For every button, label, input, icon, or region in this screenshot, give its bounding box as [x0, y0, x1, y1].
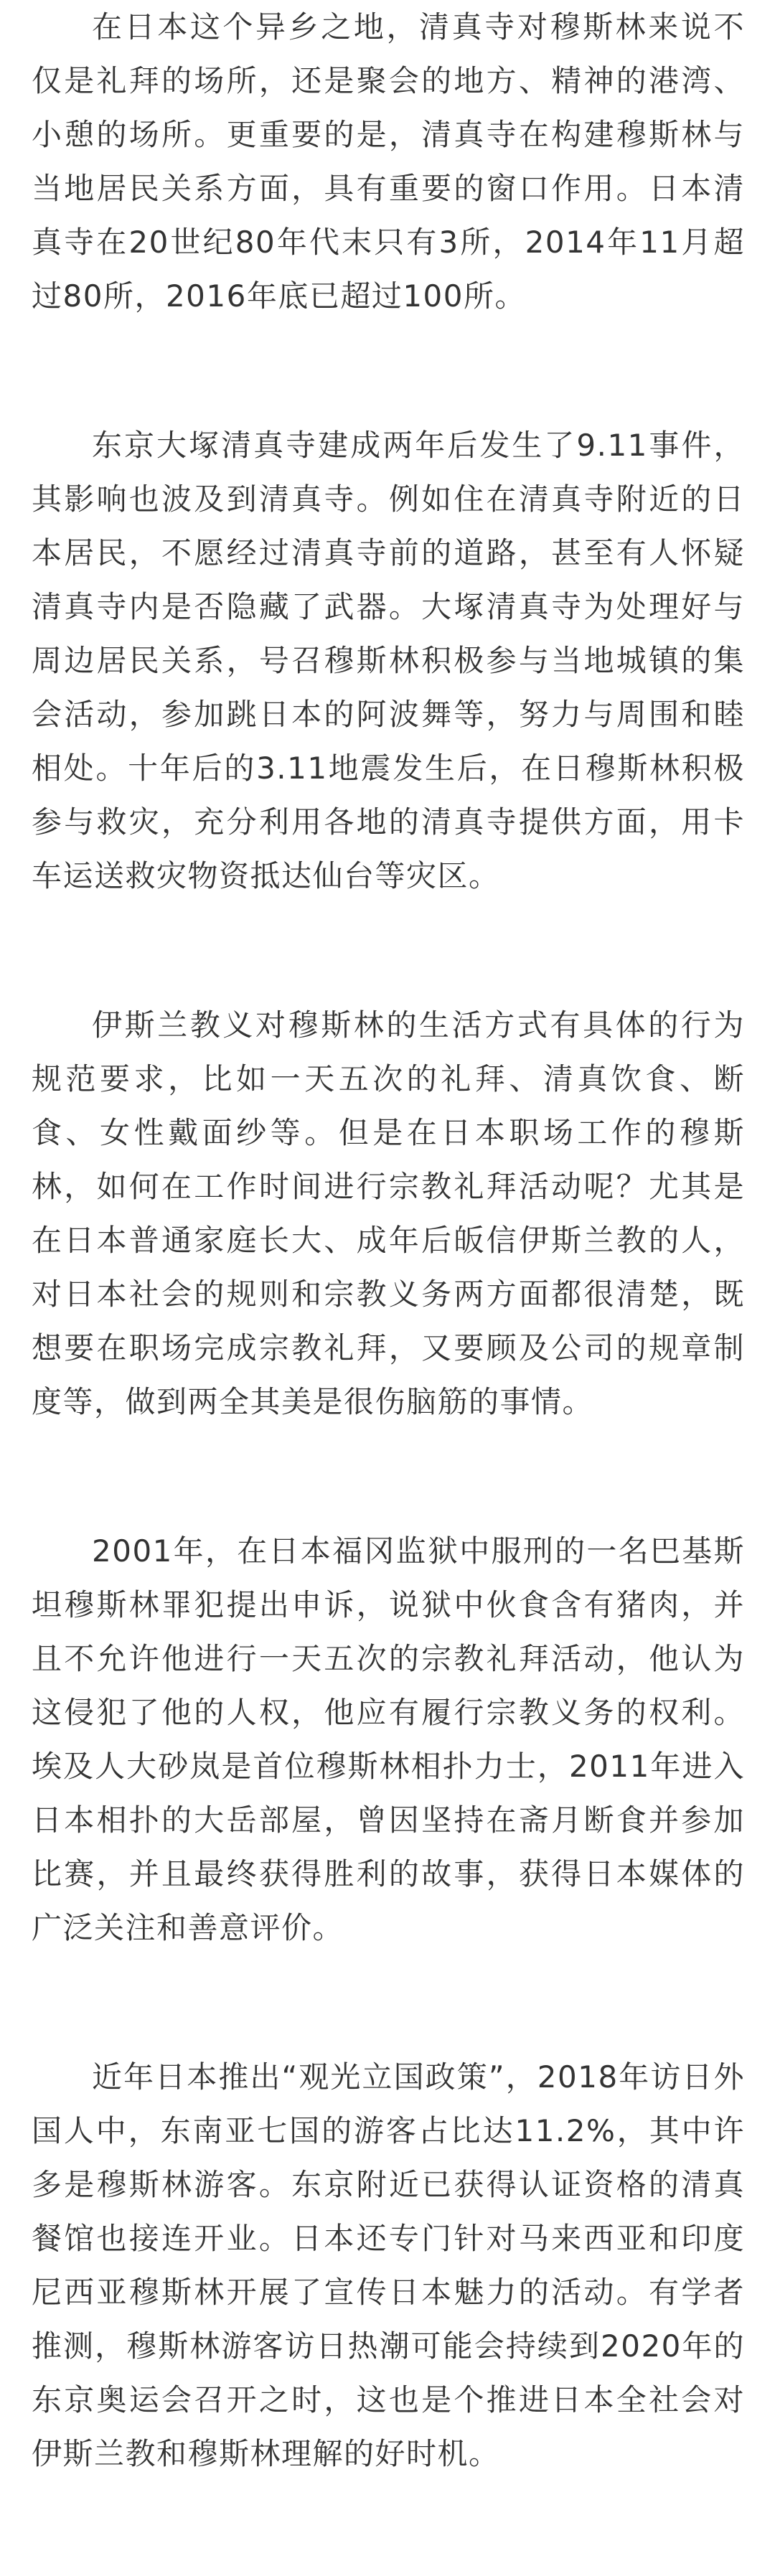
article-body	[32, 0, 745, 2576]
paragraph-tourism-policy: 近年日本推出“观光立国政策”，2018年访日外国人中，东南亚七国的游客占比达11.2%，其中许多是穆斯林游客。东京附近已获得认证资格的清真餐馆也接连开业。日本还专门针对马来西亚和印度尼西亚穆斯林开展了宣传日本魅力的活动。有学者推测，穆斯林游客访日热潮可能会持续到2020年的东京奥运会召开之时，这也是个推进日本全社会对伊斯兰教和穆斯林理解的好时机。	[32, 2059, 745, 2471]
paragraph-2001-appeal: 2001年，在日本福冈监狱中服刑的一名巴基斯坦穆斯林罪犯提出申诉，说狱中伙食含有猪肉，并且不允许他进行一天五次的宗教礼拜活动，他认为这侵犯了他的人权，他应有履行宗教义务的权利。埃及人大砂岚是首位穆斯林相扑力士，2011年进入日本相扑的大岳部屋，曾因坚持在斋月断食并参加比赛，并且最终获得胜利的故事，获得日本媒体的广泛关注和善意评价。	[32, 1533, 745, 1945]
paragraph-otsuka-mosque: 东京大塚清真寺建成两年后发生了9.11事件，其影响也波及到清真寺。例如住在清真寺附近的日本居民，不愿经过清真寺前的道路，甚至有人怀疑清真寺内是否隐藏了武器。大塚清真寺为处理好与周边居民关系，号召穆斯林积极参与当地城镇的集会活动，参加跳日本的阿波舞等，努力与周围和睦相处。十年后的3.11地震发生后，在日穆斯林积极参与救灾，充分利用各地的清真寺提供方面，用卡车运送救灾物资抵达仙台等灾区。	[32, 428, 745, 893]
paragraph-mosque-role: 在日本这个异乡之地，清真寺对穆斯林来说不仅是礼拜的场所，还是聚会的地方、精神的港湾、小憩的场所。更重要的是，清真寺在构建穆斯林与当地居民关系方面，具有重要的窗口作用。日本清真寺在20世纪80年代末只有3所，2014年11月超过80所，2016年底已超过100所。	[32, 9, 745, 314]
paragraph-islamic-norms: 伊斯兰教义对穆斯林的生活方式有具体的行为规范要求，比如一天五次的礼拜、清真饮食、断食、女性戴面纱等。但是在日本职场工作的穆斯林，如何在工作时间进行宗教礼拜活动呢？尤其是在日本普通家庭长大、成年后皈信伊斯兰教的人，对日本社会的规则和宗教义务两方面都很清楚，既想要在职场完成宗教礼拜，又要顾及公司的规章制度等，做到两全其美是很伤脑筋的事情。	[32, 1007, 745, 1419]
